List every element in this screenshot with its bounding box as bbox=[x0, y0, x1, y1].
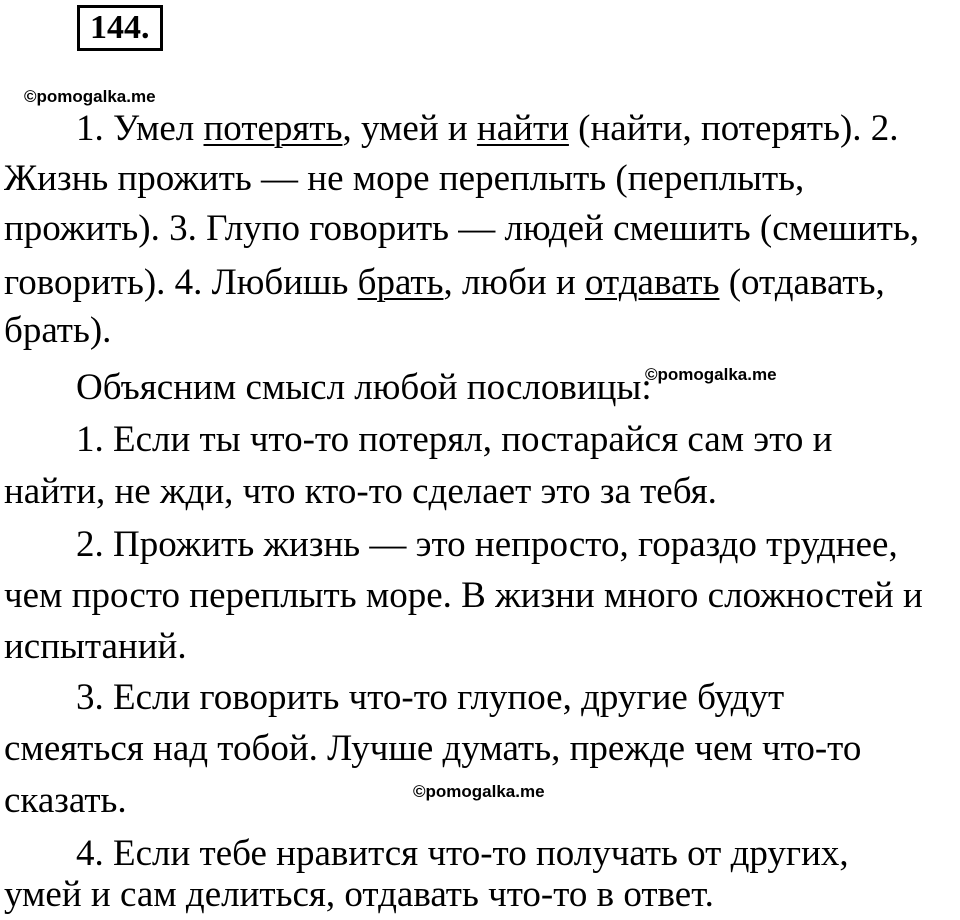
intro-line: Объясним смысл любой пословицы: bbox=[76, 367, 652, 408]
text-line: прожить). 3. Глупо говорить — людей смешить (смешить, bbox=[4, 208, 920, 249]
text-line: умей и сам делиться, отдавать что-то в ответ. bbox=[4, 874, 714, 915]
text-line: 2. Прожить жизнь — это непросто, гораздо труднее, bbox=[76, 524, 898, 565]
text-line: брать). bbox=[4, 310, 112, 351]
text-run: (найти, потерять). 2. bbox=[568, 108, 899, 149]
exercise-number-value: 144 bbox=[90, 9, 141, 46]
text-line: чем просто переплыть море. В жизни много сложностей и bbox=[4, 575, 923, 616]
text-line bbox=[76, 107, 899, 151]
text-line: сказать. bbox=[4, 780, 127, 821]
underlined-word: потерять bbox=[203, 108, 343, 149]
underlined-word: брать bbox=[357, 262, 444, 303]
text-line: смеяться над тобой. Лучше думать, прежде чем что-то bbox=[4, 728, 862, 769]
text-run: , умей и bbox=[342, 108, 477, 149]
text-run: говорить). 4. Любишь bbox=[4, 262, 358, 303]
watermark: ©pomogalka.me bbox=[645, 365, 777, 384]
text-line: Жизнь прожить — не море переплыть (переплыть, bbox=[4, 158, 805, 199]
text-run: 1. Умел bbox=[76, 108, 204, 149]
text-line bbox=[4, 261, 885, 305]
text-line: найти, не жди, что кто-то сделает это за тебя. bbox=[4, 471, 717, 512]
exercise-number bbox=[77, 5, 163, 51]
exercise-number-dot: . bbox=[141, 9, 150, 46]
watermark: ©pomogalka.me bbox=[24, 87, 156, 106]
text-line: испытаний. bbox=[4, 626, 187, 667]
underlined-word: отдавать bbox=[585, 262, 720, 303]
text-line: 1. Если ты что-то потерял, постарайся сам это и bbox=[76, 419, 833, 460]
text-line: 3. Если говорить что-то глупое, другие будут bbox=[76, 677, 785, 718]
text-line: 4. Если тебе нравится что-то получать от других, bbox=[76, 833, 849, 874]
underlined-word: найти bbox=[476, 108, 569, 149]
text-run: (отдавать, bbox=[719, 262, 885, 303]
text-run: , люби и bbox=[443, 262, 586, 303]
watermark: ©pomogalka.me bbox=[413, 782, 545, 801]
